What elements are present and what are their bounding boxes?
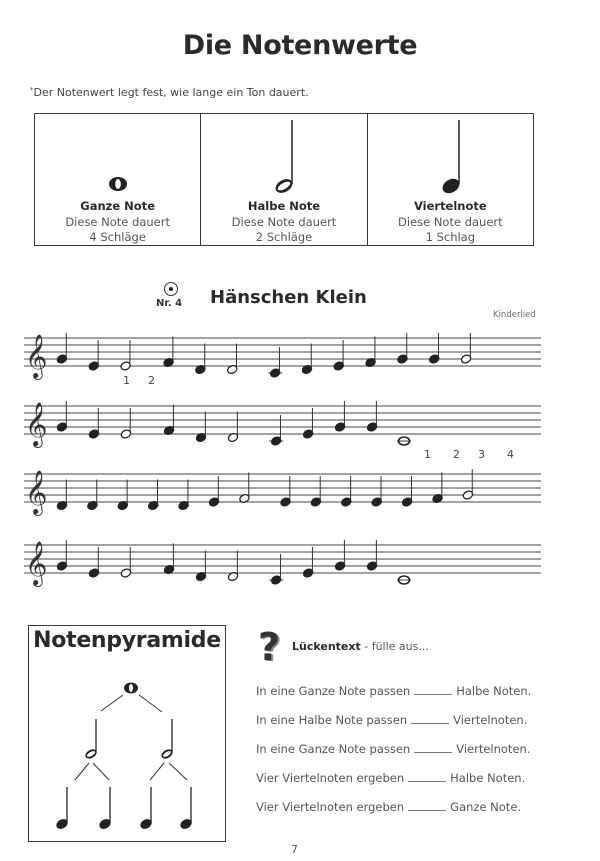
quiz-line-after: Viertelnoten. <box>453 713 528 727</box>
pyramid-branch <box>101 695 123 711</box>
note-value-name: Viertelnote <box>413 199 487 213</box>
pyramid-branch <box>93 763 109 780</box>
pyramid-title: Notenpyramide <box>33 628 221 653</box>
pyramid-branch <box>150 763 164 780</box>
song-genre: Kinderlied <box>493 310 536 320</box>
desc-line: 2 Schläge <box>255 230 313 244</box>
desc-line: Diese Note dauert <box>231 215 337 229</box>
treble-clef-icon: 𝄞 <box>25 334 48 378</box>
answer-blank[interactable] <box>408 771 446 782</box>
desc-line: 1 Schlag <box>425 230 476 244</box>
desc-line: Diese Note dauert <box>397 215 503 229</box>
note-value-name: Halbe Note <box>247 199 321 213</box>
treble-clef-icon: 𝄞 <box>25 541 48 585</box>
quiz-line-before: Vier Viertelnoten ergeben <box>256 771 405 785</box>
quiz-line-after: Viertelnoten. <box>456 742 531 756</box>
note-value-name: Ganze Note <box>80 199 156 213</box>
quiz-line <box>256 800 521 814</box>
pyramid-quarter-note <box>139 787 154 831</box>
quiz-line <box>256 771 525 785</box>
pyramid-branch <box>75 763 89 780</box>
treble-clef-icon: 𝄞 <box>25 470 48 514</box>
page-title: Die Notenwerte <box>182 30 418 61</box>
fingering-number: 1 <box>424 448 431 461</box>
quiz-line-after: Halbe Noten. <box>450 771 526 785</box>
page-number: 7 <box>291 843 298 856</box>
pyramid-branch <box>139 695 162 712</box>
pyramid-quarter-note <box>179 787 194 831</box>
pyramid-branch <box>169 763 187 780</box>
quiz-line-before: In eine Ganze Note passen <box>256 742 411 756</box>
quiz-line-after: Halbe Noten. <box>456 684 532 698</box>
quiz-line <box>256 742 530 756</box>
quiz-line <box>256 684 531 698</box>
fingering-number: 2 <box>148 374 155 387</box>
quiz-title: Lückentext <box>292 640 361 653</box>
pyramid-half-note <box>84 719 98 760</box>
pyramid-whole-note <box>124 683 138 694</box>
song-title: Hänschen Klein <box>210 287 367 308</box>
quiz-line-before: In eine Halbe Note passen <box>256 713 408 727</box>
note-pyramid-box <box>28 625 226 842</box>
treble-clef-icon: 𝄞 <box>25 402 48 446</box>
intro-sentence: Der Notenwert legt fest, wie lange ein Ton dauert. <box>33 86 309 99</box>
fingering-number: 4 <box>507 448 514 461</box>
quiz-line-before: In eine Ganze Note passen <box>256 684 411 698</box>
pyramid-quarter-note <box>55 787 70 831</box>
desc-line: 4 Schläge <box>89 230 146 244</box>
track-number: Nr. 4 <box>156 298 183 309</box>
quiz-line-after: Ganze Note. <box>450 800 522 814</box>
question-mark-icon: ? <box>258 625 281 669</box>
quiz-line <box>256 713 527 727</box>
pyramid-quarter-note <box>98 787 113 831</box>
answer-blank[interactable] <box>414 684 452 695</box>
answer-blank[interactable] <box>408 800 446 811</box>
answer-blank[interactable] <box>411 713 449 724</box>
intro-mark: * <box>30 86 34 94</box>
fingering-number: 1 <box>123 374 130 387</box>
pyramid-half-note <box>160 719 174 760</box>
note-pyramid-diagram <box>29 626 227 843</box>
quiz-subtitle: - fülle aus... <box>360 640 429 653</box>
quiz-header <box>292 640 429 653</box>
desc-line: Diese Note dauert <box>65 215 170 229</box>
fingering-number: 2 <box>453 448 460 461</box>
quiz-line-before: Vier Viertelnoten ergeben <box>256 800 405 814</box>
answer-blank[interactable] <box>414 742 452 753</box>
fingering-number: 3 <box>478 448 485 461</box>
